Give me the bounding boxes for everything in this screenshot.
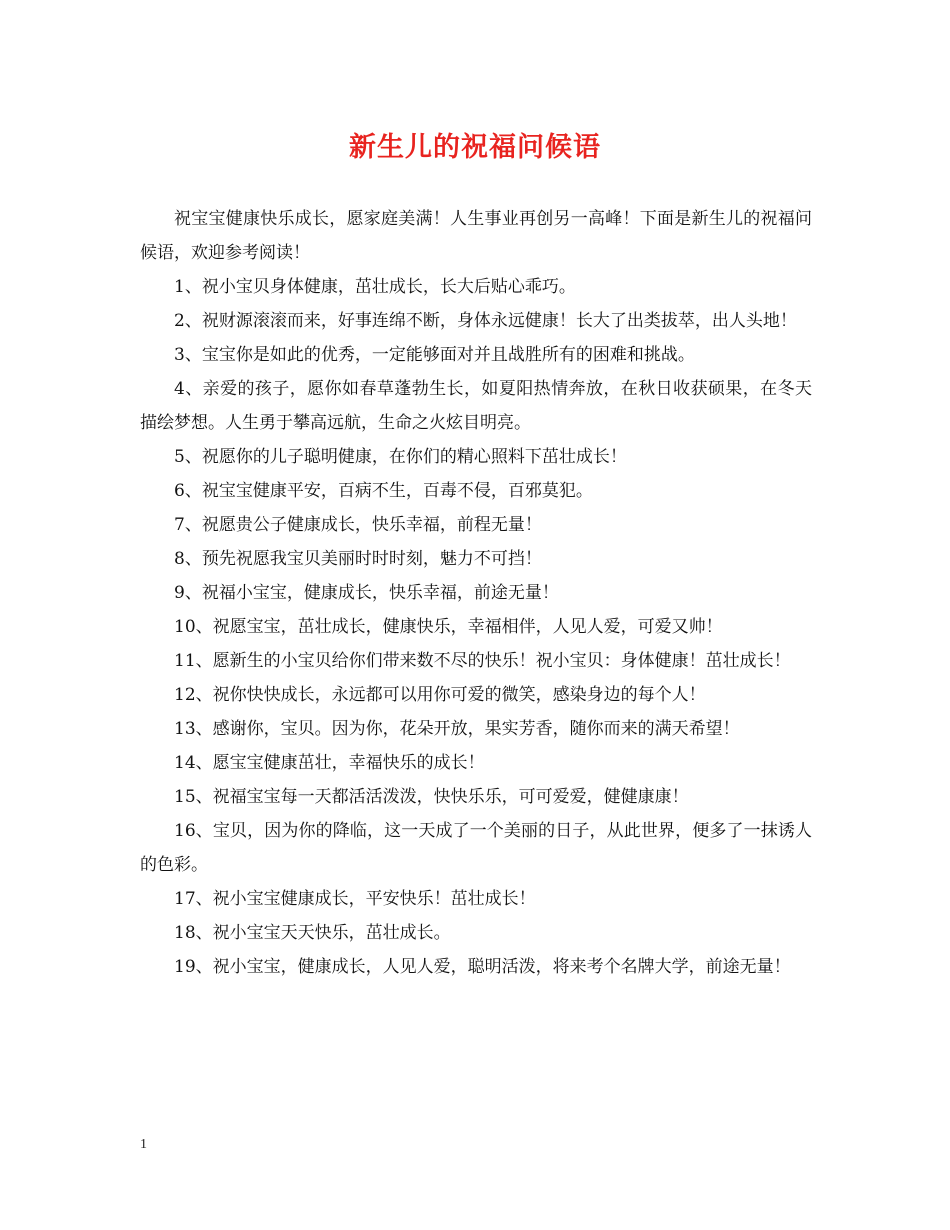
greeting-item-4: 4、亲爱的孩子，愿你如春草蓬勃生长，如夏阳热情奔放，在秋日收获硕果，在冬天描绘梦想。人生勇于攀高远航，生命之火炫目明亮。 [140, 379, 812, 433]
greeting-item-17: 17、祝小宝宝健康成长，平安快乐！茁壮成长！ [174, 889, 536, 909]
greeting-item-14: 14、愿宝宝健康茁壮，幸福快乐的成长！ [174, 753, 485, 773]
greeting-item-15: 15、祝福宝宝每一天都活活泼泼，快快乐乐，可可爱爱，健健康康！ [174, 787, 689, 807]
intro-paragraph: 祝宝宝健康快乐成长，愿家庭美满！人生事业再创另一高峰！下面是新生儿的祝福问候语，欢迎参考阅读！ [140, 209, 812, 263]
greeting-item-6: 6、祝宝宝健康平安，百病不生，百毒不侵，百邪莫犯。 [174, 481, 593, 501]
document-title: 新生儿的祝福问候语 [349, 132, 601, 163]
greeting-item-2: 2、祝财源滚滚而来，好事连绵不断，身体永远健康！长大了出类拔萃，出人头地！ [174, 311, 797, 331]
page-number: 1 [140, 1137, 147, 1152]
greeting-item-3: 3、宝宝你是如此的优秀，一定能够面对并且战胜所有的困难和挑战。 [174, 345, 695, 365]
greeting-item-13: 13、感谢你，宝贝。因为你，花朵开放，果实芳香，随你而来的满天希望！ [174, 719, 740, 739]
greeting-item-11: 11、愿新生的小宝贝给你们带来数不尽的快乐！祝小宝贝：身体健康！茁壮成长！ [174, 651, 791, 671]
greeting-item-7: 7、祝愿贵公子健康成长，快乐幸福，前程无量！ [174, 515, 542, 535]
greeting-item-9: 9、祝福小宝宝，健康成长，快乐幸福，前途无量！ [174, 583, 559, 603]
greeting-item-19: 19、祝小宝宝，健康成长，人见人爱，聪明活泼，将来考个名牌大学，前途无量！ [174, 957, 791, 977]
document-body [140, 202, 812, 984]
greeting-item-12: 12、祝你快快成长，永远都可以用你可爱的微笑，感染身边的每个人！ [174, 685, 706, 705]
greeting-item-18: 18、祝小宝宝天天快乐，茁壮成长。 [174, 923, 451, 943]
greeting-item-10: 10、祝愿宝宝，茁壮成长，健康快乐，幸福相伴，人见人爱，可爱又帅！ [174, 617, 723, 637]
greeting-item-5: 5、祝愿你的儿子聪明健康，在你们的精心照料下茁壮成长！ [174, 447, 627, 467]
greeting-item-16: 16、宝贝，因为你的降临，这一天成了一个美丽的日子，从此世界，便多了一抹诱人的色彩。 [140, 821, 812, 875]
greeting-item-8: 8、预先祝愿我宝贝美丽时时时刻，魅力不可挡！ [174, 549, 542, 569]
greeting-item-1: 1、祝小宝贝身体健康，茁壮成长，长大后贴心乖巧。 [174, 277, 576, 297]
